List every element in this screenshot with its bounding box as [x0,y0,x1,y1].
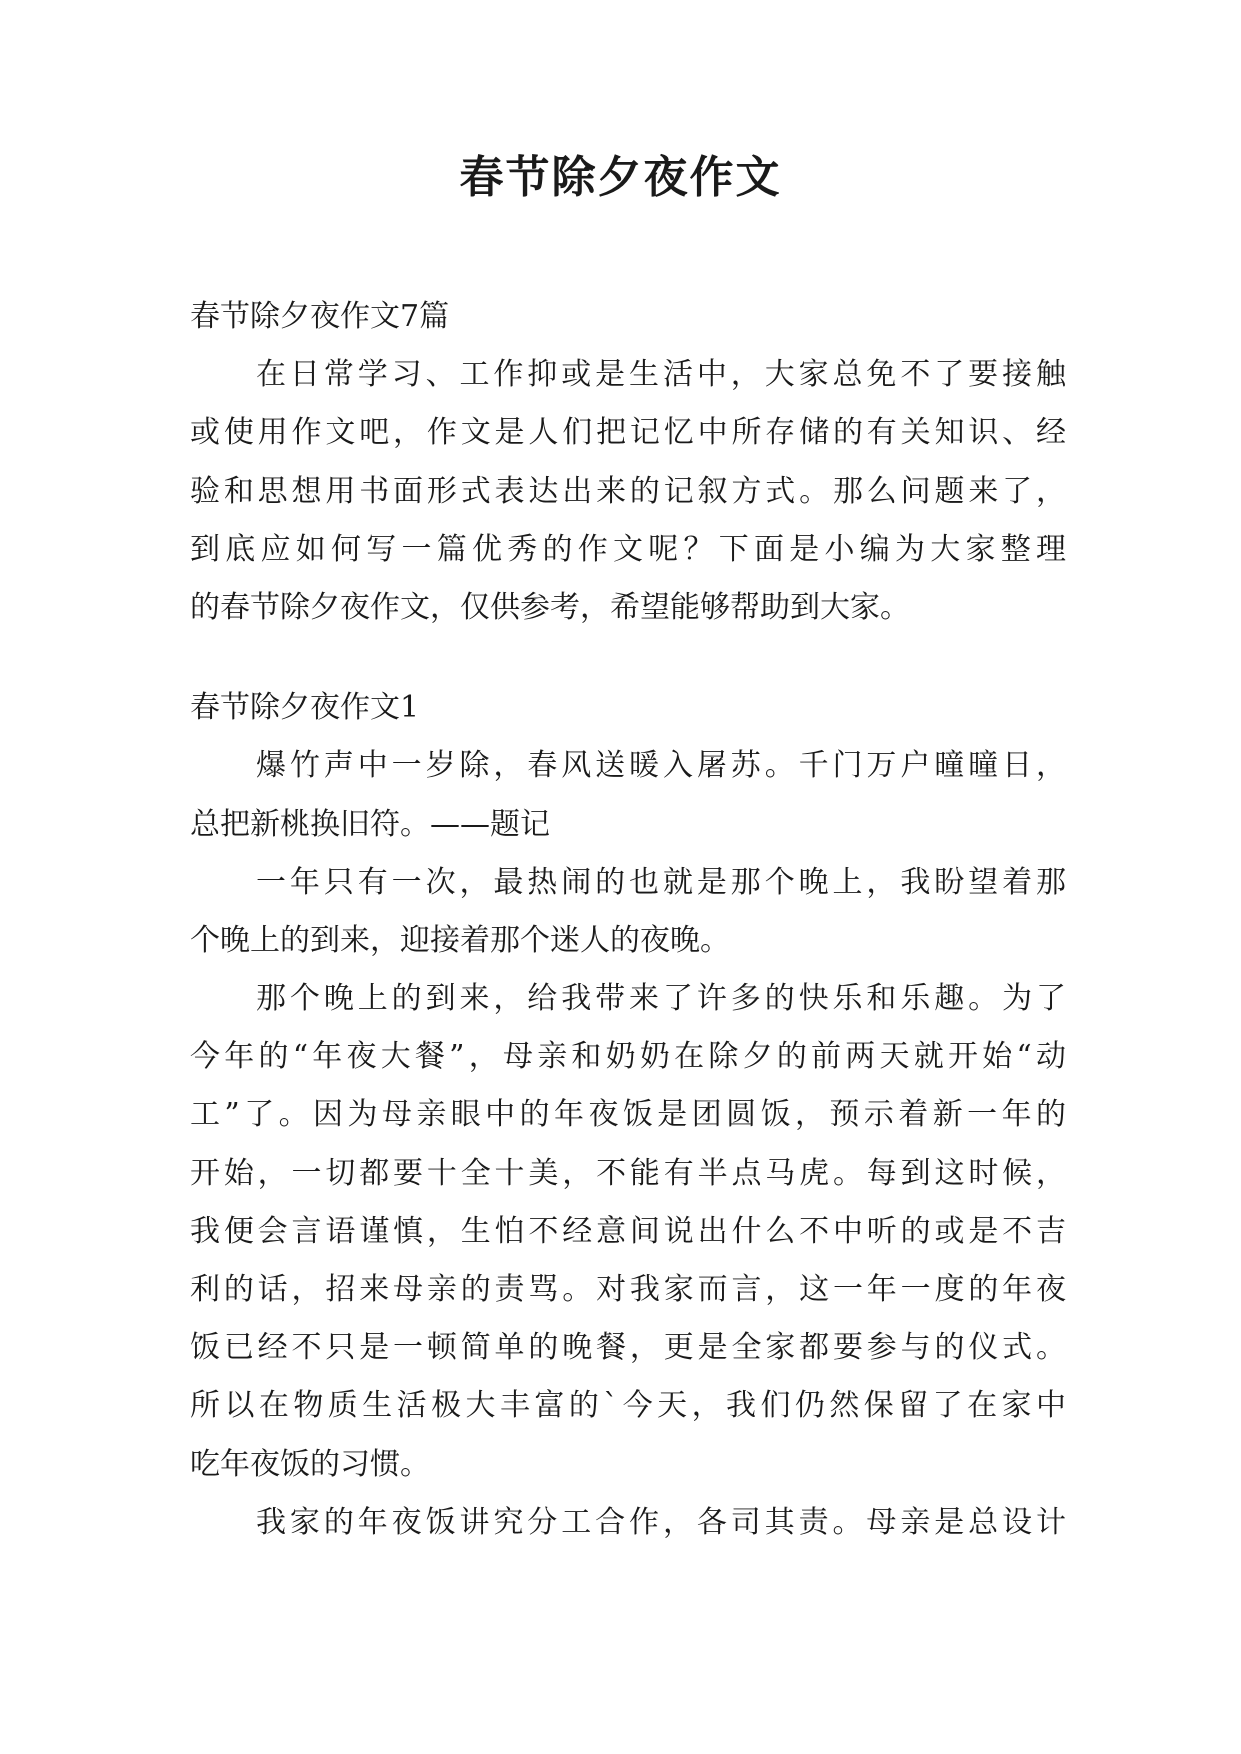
document-title: 春节除夕夜作文 [459,152,782,203]
text-line: 个晚上的到来，迎接着那个迷人的夜晚。 [190,922,730,958]
text-line: 到底应如何写一篇优秀的作文呢？下面是小编为大家整理 [190,531,1066,567]
text-line: 所以在物质生活极大丰富的`今天，我们仍然保留了在家中 [190,1388,1066,1424]
text-line: 工”了。因为母亲眼中的年夜饭是团圆饭，预示着新一年的 [190,1097,1066,1133]
section1-paragraph-3 [190,970,1066,1494]
text-line: 饭已经不只是一顿简单的晚餐，更是全家都要参与的仪式。 [190,1330,1066,1366]
text-line: 总把新桃换旧符。——题记 [190,806,550,842]
text-line: 开始，一切都要十全十美，不能有半点马虎。每到这时候， [190,1155,1066,1191]
text-line: 一年只有一次，最热闹的也就是那个晚上，我盼望着那 [256,864,1066,900]
section1-heading: 春节除夕夜作文1 [190,690,420,726]
text-line: 今年的“年夜大餐”，母亲和奶奶在除夕的前两天就开始“动 [190,1039,1066,1075]
text-line: 我家的年夜饭讲究分工合作，各司其责。母亲是总设计 [256,1504,1066,1540]
text-line: 在日常学习、工作抑或是生活中，大家总免不了要接触 [256,357,1066,393]
intro-heading: 春节除夕夜作文7篇 [190,299,450,334]
text-line: 我便会言语谨慎，生怕不经意间说出什么不中听的或是不吉 [190,1213,1066,1249]
text-line: 那个晚上的到来，给我带来了许多的快乐和乐趣。为了 [256,981,1066,1017]
section-gap [190,637,1066,679]
intro-paragraph [190,346,1066,637]
section1-paragraph-4 [190,1494,1066,1552]
text-line: 吃年夜饭的习惯。 [190,1446,430,1482]
text-line: 的春节除夕夜作文，仅供参考，希望能够帮助到大家。 [190,589,910,625]
document-body [190,288,1066,1552]
text-line: 爆竹声中一岁除，春风送暖入屠苏。千门万户曈曈日， [256,748,1066,784]
text-line: 利的话，招来母亲的责骂。对我家而言，这一年一度的年夜 [190,1272,1066,1307]
section1-paragraph-2 [190,854,1066,970]
section1-paragraph-1 [190,737,1066,853]
text-line: 验和思想用书面形式表达出来的记叙方式。那么问题来了， [190,473,1066,509]
text-line: 或使用作文吧，作文是人们把记忆中所存储的有关知识、经 [190,415,1066,451]
